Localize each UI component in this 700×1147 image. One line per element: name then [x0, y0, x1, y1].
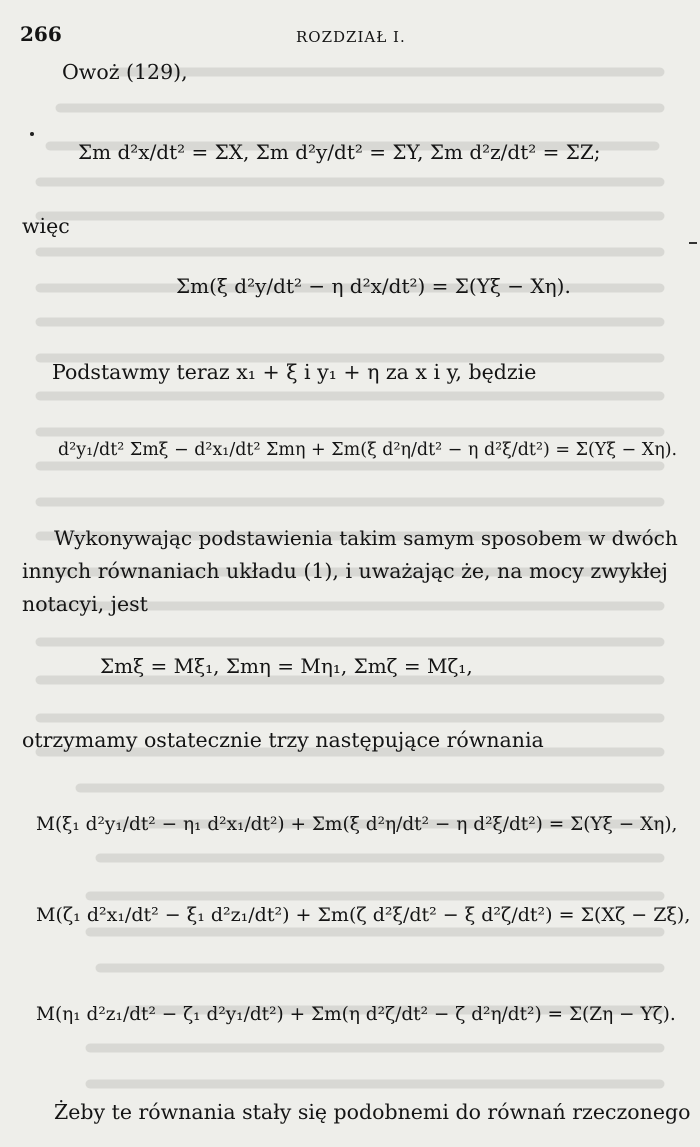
equation-final-2: M(ζ₁ d²x₁/dt² − ξ₁ d²z₁/dt²) + Σm(ζ d²ξ/dt² − ξ d²ζ/dt²) = Σ(Xζ − Zξ),	[36, 904, 691, 926]
equation-newton-components: Σm d²x/dt² = ΣX, Σm d²y/dt² = ΣY, Σm d²z/dt² = ΣZ;	[78, 140, 601, 164]
paragraph-zeby: Żeby te równania stały się podobnemi do równań rzeczonego	[54, 1100, 691, 1124]
equation-final-1: M(ξ₁ d²y₁/dt² − η₁ d²x₁/dt²) + Σm(ξ d²η/dt² − η d²ξ/dt²) = Σ(Yξ − Xη),	[36, 814, 678, 835]
paragraph-otrzymamy: otrzymamy ostatecznie trzy następujące równania	[22, 728, 544, 752]
paragraph-wykonywajac-line2: innych równaniach układu (1), i uważając że, na mocy zwykłej	[22, 559, 668, 583]
equation-final-3: M(η₁ d²z₁/dt² − ζ₁ d²y₁/dt²) + Σm(η d²ζ/dt² − ζ d²η/dt²) = Σ(Zη − Yζ).	[36, 1004, 676, 1025]
paragraph-wykonywajac-line3: notacyi, jest	[22, 592, 148, 616]
paragraph-wiec: więc	[22, 214, 70, 238]
paragraph-podstawmy: Podstawmy teraz x₁ + ξ i y₁ + η za x i y, będzie	[52, 360, 537, 384]
margin-tick-mark	[689, 242, 697, 244]
stray-dot-mark	[30, 132, 34, 136]
equation-center-of-mass: Σmξ = Mξ₁, Σmη = Mη₁, Σmζ = Mζ₁,	[100, 654, 473, 678]
paragraph-owoz: Owoż (129),	[62, 60, 188, 84]
paragraph-wykonywajac-line1: Wykonywając podstawienia takim samym sposobem w dwóch	[54, 526, 678, 550]
running-title: ROZDZIAŁ I.	[296, 28, 406, 46]
page-number: 266	[20, 22, 62, 46]
equation-substituted: d²y₁/dt² Σmξ − d²x₁/dt² Σmη + Σm(ξ d²η/dt² − η d²ξ/dt²) = Σ(Yξ − Xη).	[58, 440, 678, 460]
equation-moment-relation: Σm(ξ d²y/dt² − η d²x/dt²) = Σ(Yξ − Xη).	[176, 274, 571, 298]
